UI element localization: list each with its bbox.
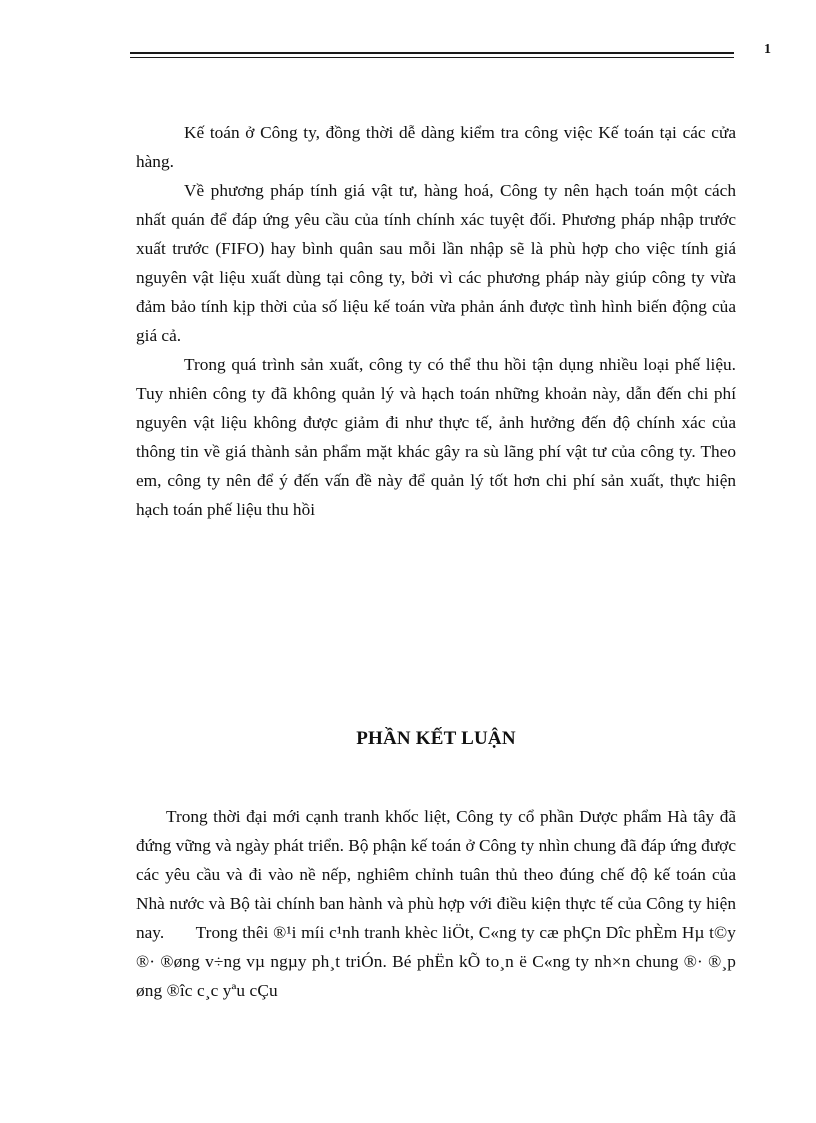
conclusion-section: [136, 802, 736, 1005]
paragraph-scrap-recovery: Trong quá trình sản xuất, công ty có thể thu hồi tận dụng nhiều loại phế liệu. Tuy nhiên công ty đã không quản lý và hạch toán những khoản này, dẫn đến chi phí nguyên vật liệu không được giảm đi như thực tế, ảnh hưởng đến độ chính xác của thông tin về giá thành sản phẩm mặt khác gây ra sù lãng phí vật tư của công ty. Theo em, công ty nên để ý đến vấn đề này để quản lý tốt hơn chi phí sản xuất, thực hiện hạch toán phế liệu thu hồi: [136, 355, 736, 519]
header-rule-thick: [130, 52, 734, 54]
paragraph-pricing-method: Về phương pháp tính giá vật tư, hàng hoá, Công ty nên hạch toán một cách nhất quán để đáp ứng yêu cầu của tính chính xác tuyệt đối. Phương pháp nhập trước xuất trước (FIFO) hay bình quân sau mỗi lần nhập sẽ là phù hợp cho việc tính giá nguyên vật liệu xuất dùng tại công ty, bởi vì các phương pháp này giúp công ty vừa đảm bảo tính kịp thời của số liệu kế toán vừa phản ánh được tình hình biến động của giá cả.: [136, 181, 736, 345]
top-text-section: [136, 118, 736, 524]
conclusion-garbled-text: Trong thêi ®¹i míi c¹nh tranh khèc liÖt, C«ng ty cæ phÇn Dîc phÈm Hµ t©y ®· ®øng v÷ng vµ ngµy ph¸t triÓn. Bé phËn kÕ to¸n ë C«ng ty nh×n chung ®· ®¸p øng ®îc c¸c yªu cÇu: [136, 923, 736, 1000]
header-rule-thin: [130, 57, 734, 58]
conclusion-title: PHẦN KẾT LUẬN: [356, 728, 516, 749]
conclusion-paragraph-text: Trong thời đại mới cạnh tranh khốc liệt, Công ty cổ phần Dược phẩm Hà tây đã đứng vững và ngày phát triển. Bộ phận kế toán ở Công ty nhìn chung đã đáp ứng được các yêu cầu và đi vào nề nếp, nghiêm chỉnh tuân thủ theo đúng chế độ kế toán của Nhà nước và Bộ tài chính ban hành và phù hợp với điều kiện thực tế của Công ty hiện nay.: [136, 807, 736, 942]
paragraph-accounting-check: Kế toán ở Công ty, đồng thời dễ dàng kiểm tra công việc Kế toán tại các cửa hàng.: [136, 123, 736, 171]
page-number: 1: [764, 42, 771, 57]
conclusion-paragraph: [136, 802, 736, 1005]
